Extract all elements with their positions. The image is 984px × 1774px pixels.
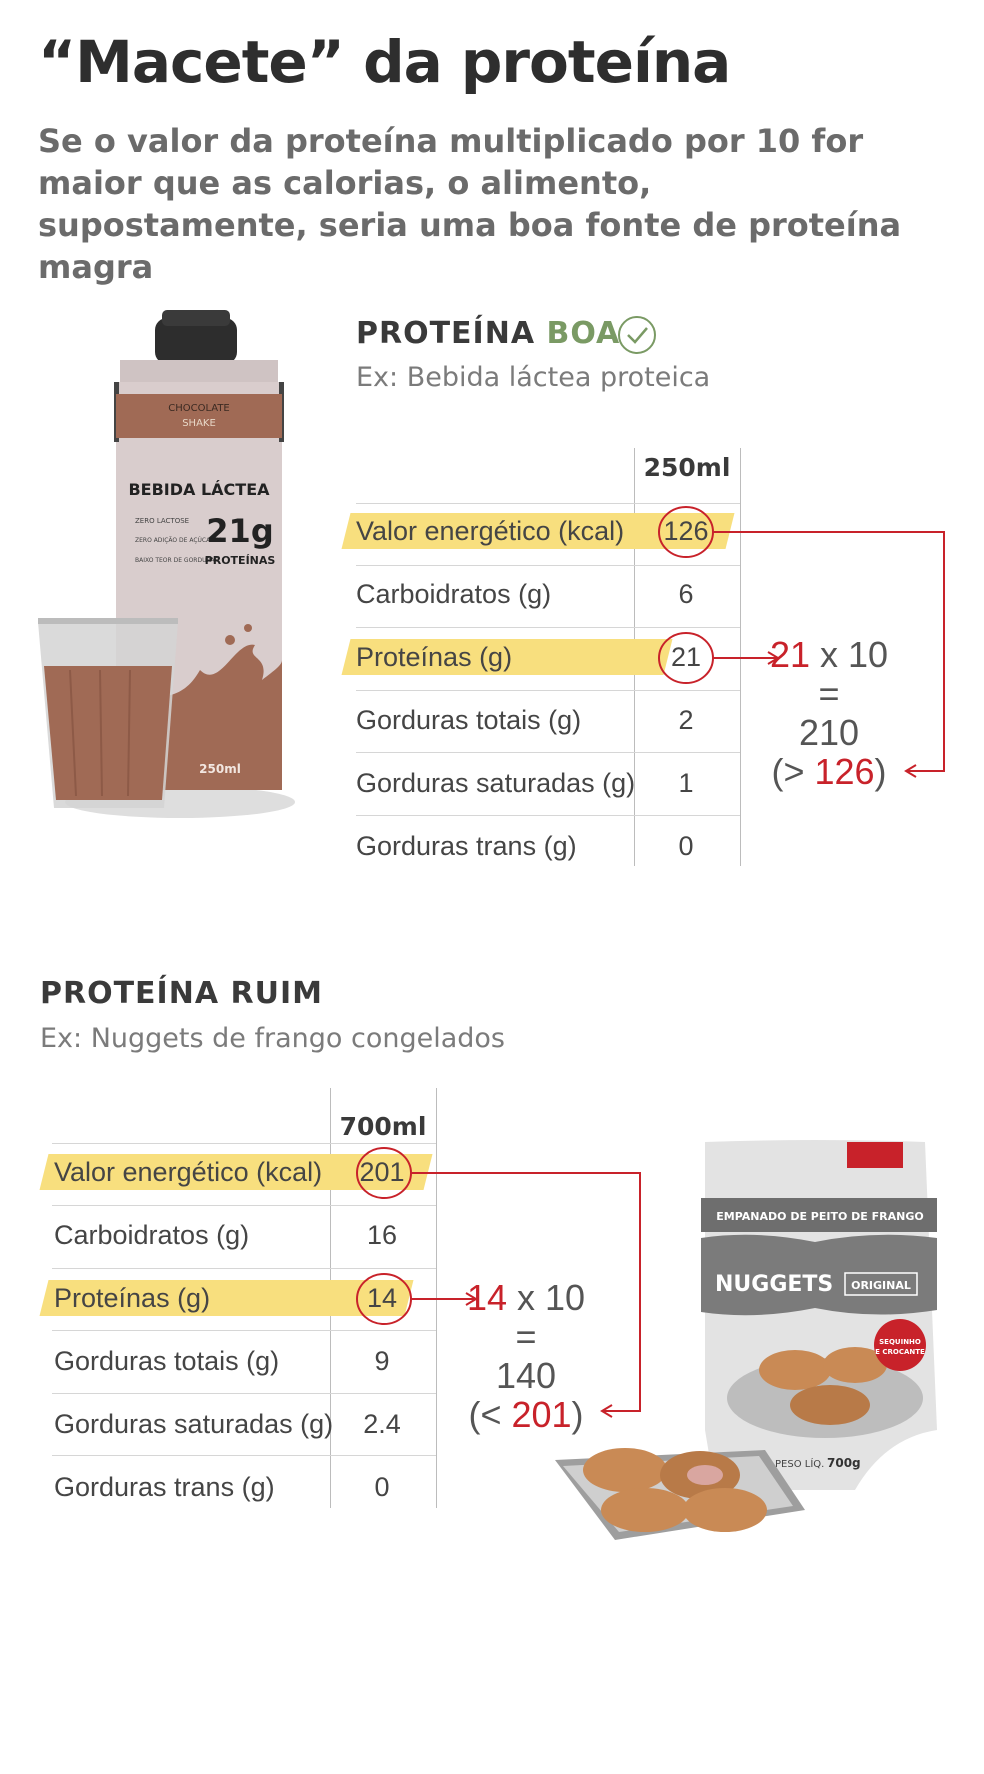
bad-row-label: Gorduras trans (g): [54, 1472, 275, 1502]
bad-calc-result: 140: [495, 1355, 557, 1396]
good-row-label: Gorduras totais (g): [356, 705, 582, 735]
good-row-value: 2: [678, 705, 694, 735]
bag-product-name: NUGGETS: [715, 1272, 834, 1297]
bad-row-label: Gorduras saturadas (g): [54, 1409, 334, 1439]
bad-example: Ex: Nuggets de frango congelados: [40, 1023, 505, 1054]
carton-feature-1: ZERO LACTOSE: [135, 517, 190, 525]
bag-weight: 700g: [827, 1456, 861, 1470]
good-row-label: Proteínas (g): [356, 642, 513, 672]
carton-volume: 250ml: [199, 762, 241, 776]
nuggets-illustration: [555, 1130, 945, 1590]
good-row-value: 0: [678, 831, 694, 861]
bad-calc-times: x 10: [507, 1277, 586, 1318]
good-calc-multiply: [759, 636, 899, 674]
good-row-label: Gorduras trans (g): [356, 831, 577, 861]
good-row-label: Gorduras saturadas (g): [356, 768, 636, 798]
carton-protein-label: PROTEÍNAS: [204, 554, 276, 567]
carton-feature-3: BAIXO TEOR DE GORDURAS: [135, 557, 219, 564]
bag-badge: ORIGINAL: [851, 1279, 911, 1292]
good-calc-result: 210: [798, 712, 860, 753]
good-calc-open: (>: [771, 751, 815, 792]
carton-product-name: BEBIDA LÁCTEA: [128, 480, 270, 499]
good-calc-compare: [759, 753, 899, 791]
bad-row-value: 9: [374, 1346, 390, 1376]
bad-calc-protein: 14: [466, 1277, 507, 1318]
bad-section-heading: PROTEÍNA RUIM: [40, 976, 323, 1011]
bad-row-label: Gorduras totais (g): [54, 1346, 280, 1376]
good-example: Ex: Bebida láctea proteica: [356, 362, 711, 393]
bag-sticker-line1: SEQUINHO: [879, 1338, 921, 1346]
bad-row-label: Proteínas (g): [54, 1283, 211, 1313]
good-calc-times: x 10: [810, 634, 889, 675]
bad-row-value: 201: [359, 1157, 405, 1187]
good-column-header: 250ml: [643, 453, 731, 482]
good-row-value: 1: [678, 768, 694, 798]
bad-row-value: 16: [366, 1220, 398, 1250]
page-title: “Macete” da proteína: [38, 28, 731, 96]
bad-calc-calories: 201: [511, 1394, 572, 1435]
good-calc-equals: =: [818, 673, 840, 714]
good-calc-calories: 126: [814, 751, 875, 792]
bag-sticker-line2: E CROCANTE: [875, 1348, 925, 1356]
good-calc-close: ): [874, 751, 887, 792]
bad-row-label: Valor energético (kcal): [54, 1157, 323, 1187]
bag-weight-label: PESO LÍQ.: [775, 1459, 825, 1470]
good-row-value: 126: [663, 516, 709, 546]
good-row-value: 6: [678, 579, 694, 609]
bag-top-text: EMPANADO DE PEITO DE FRANGO: [716, 1210, 924, 1223]
bad-calc-equals: =: [515, 1316, 537, 1357]
good-row-label: Valor energético (kcal): [356, 516, 625, 546]
carton-flavor-top: CHOCOLATE: [168, 403, 230, 414]
good-heading-highlight: BOA: [546, 316, 621, 351]
bad-row-label: Carboidratos (g): [54, 1220, 250, 1250]
good-heading-prefix: PROTEÍNA: [356, 316, 547, 351]
bad-calc-close: ): [571, 1394, 584, 1435]
bad-row-value: 2.4: [363, 1409, 401, 1439]
bad-row-value: 14: [366, 1283, 398, 1313]
carton-feature-2: ZERO ADIÇÃO DE AÇÚCARES: [135, 537, 222, 544]
good-row-label: Carboidratos (g): [356, 579, 552, 609]
bad-row-value: 0: [374, 1472, 390, 1502]
bad-calc-open: (<: [468, 1394, 512, 1435]
carton-protein-amount: 21g: [206, 512, 274, 550]
good-calc-protein: 21: [769, 634, 810, 675]
good-row-value: 21: [670, 642, 702, 672]
page-subtitle: Se o valor da proteína multiplicado por 10 for maior que as calorias, o alimento, supostamente, seria uma boa fonte de proteína magra: [38, 122, 902, 286]
bad-column-header: 700ml: [339, 1112, 427, 1141]
milk-carton-illustration: [30, 310, 330, 820]
carton-flavor-bottom: SHAKE: [182, 418, 216, 429]
